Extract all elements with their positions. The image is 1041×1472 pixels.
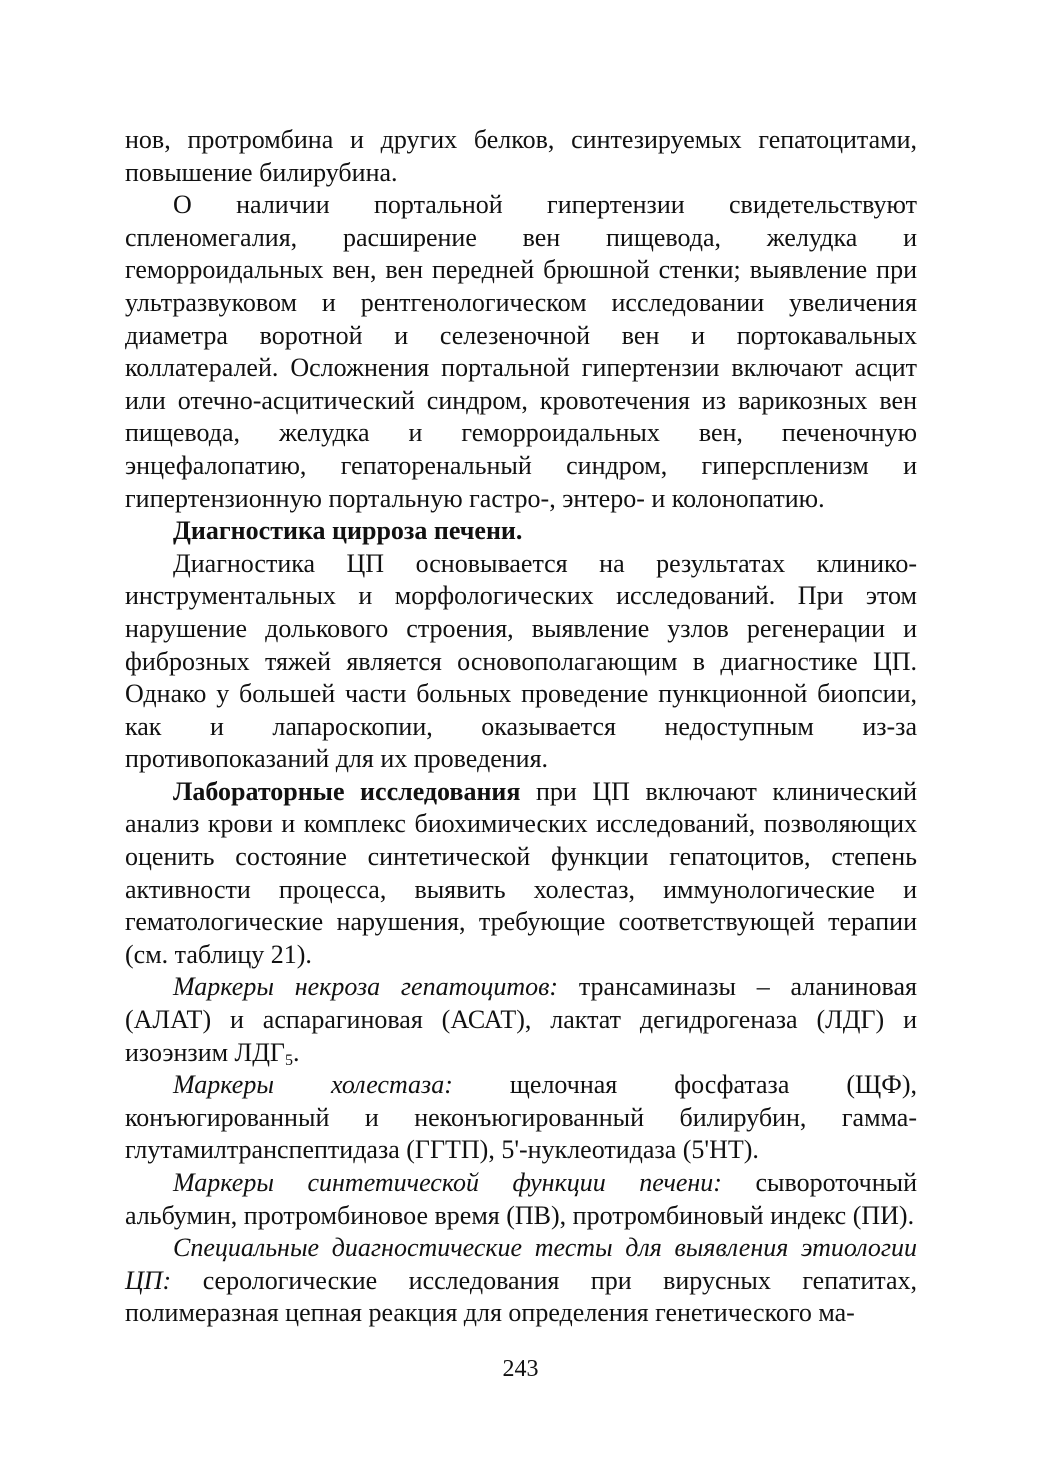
special-term: Специальные диагностические тесты для выявления этиологии ЦП: xyxy=(125,1233,917,1295)
special-text: серологические исследования при вирусных гепатитах, полимеразная цепная реакция для определения генетического ма- xyxy=(125,1265,917,1328)
paragraph-cholestasis-markers xyxy=(125,1069,917,1167)
necrosis-end: . xyxy=(292,1037,300,1067)
necrosis-text: трансаминазы – аланиновая (АЛАТ) и аспарагиновая (АСАТ), лактат дегидрогеназа (ЛДГ) и изоэнзим ЛДГ xyxy=(125,972,917,1067)
paragraph-diagnostics: Диагностика ЦП основывается на результатах клинико-инструментальных и морфологических исследований. При этом нарушение долькового строения, выявление узлов регенерации и фиброзных тяжей является основополагающим в диагностике ЦП. Однако у большей части больных проведение пункционной биопсии, как и лапароскопии, оказывается недоступным из-за противопоказаний для их проведения. xyxy=(125,548,917,774)
paragraph-portal-hypertension: О наличии портальной гипертензии свидетельствуют спленомегалия, расширение вен пищевода, желудка и геморроидальных вен, вен передней брюшной стенки; выявление при ультразвуковом и рентгенологическом исследовании увеличения диаметра воротной и селезеночной вен и портокавальных коллатералей. Осложнения портальной гипертензии включают асцит или отечно-асцитический синдром, кровотечения из варикозных вен пищевода, желудка и геморроидальных вен, печеночную энцефалопатию, гепаторенальный синдром, гиперспленизм и гипертензионную портальную гастро-, энтеро- и колонопатию. xyxy=(125,190,917,513)
paragraph-synthetic-markers xyxy=(125,1167,917,1232)
lab-term: Лабораторные исследования xyxy=(173,776,521,806)
paragraph-intro: нов, протромбина и других белков, синтезируемых гепатоцитами, повышение билирубина. xyxy=(125,125,917,187)
paragraph-lab-tests xyxy=(125,776,917,972)
necrosis-subscript: 5 xyxy=(284,1051,293,1069)
page-number: 243 xyxy=(502,1356,539,1382)
necrosis-term: Маркеры некроза гепатоцитов: xyxy=(173,972,559,1002)
cholestasis-term: Маркеры холестаза: xyxy=(173,1070,453,1100)
page-body xyxy=(125,124,917,1330)
paragraph-special-tests xyxy=(125,1232,917,1330)
paragraph-necrosis-markers xyxy=(125,971,917,1069)
cholestasis-text: щелочная фосфатаза (ЩФ), конъюгированный и неконъюгированный билирубин, гамма-глутамилтранспептидаза (ГГТП), 5'-нуклеотидаза (5'НТ). xyxy=(125,1070,917,1165)
heading-text: Диагностика цирроза печени. xyxy=(173,516,523,546)
synthetic-text: сывороточный альбумин, протромбиновое время (ПВ), протромбиновый индекс (ПИ). xyxy=(125,1168,917,1230)
lab-text: при ЦП включают клинический анализ крови и комплекс биохимических исследований, позволяющих оценить состояние синтетической функции гепатоцитов, степень активности процесса, выявить холестаз, иммунологические и гематологические нарушения, требующие соответствующей терапии (см. таблицу 21). xyxy=(125,776,917,969)
section-heading-diagnostics xyxy=(125,515,917,548)
synthetic-term: Маркеры синтетической функции печени: xyxy=(173,1168,722,1197)
